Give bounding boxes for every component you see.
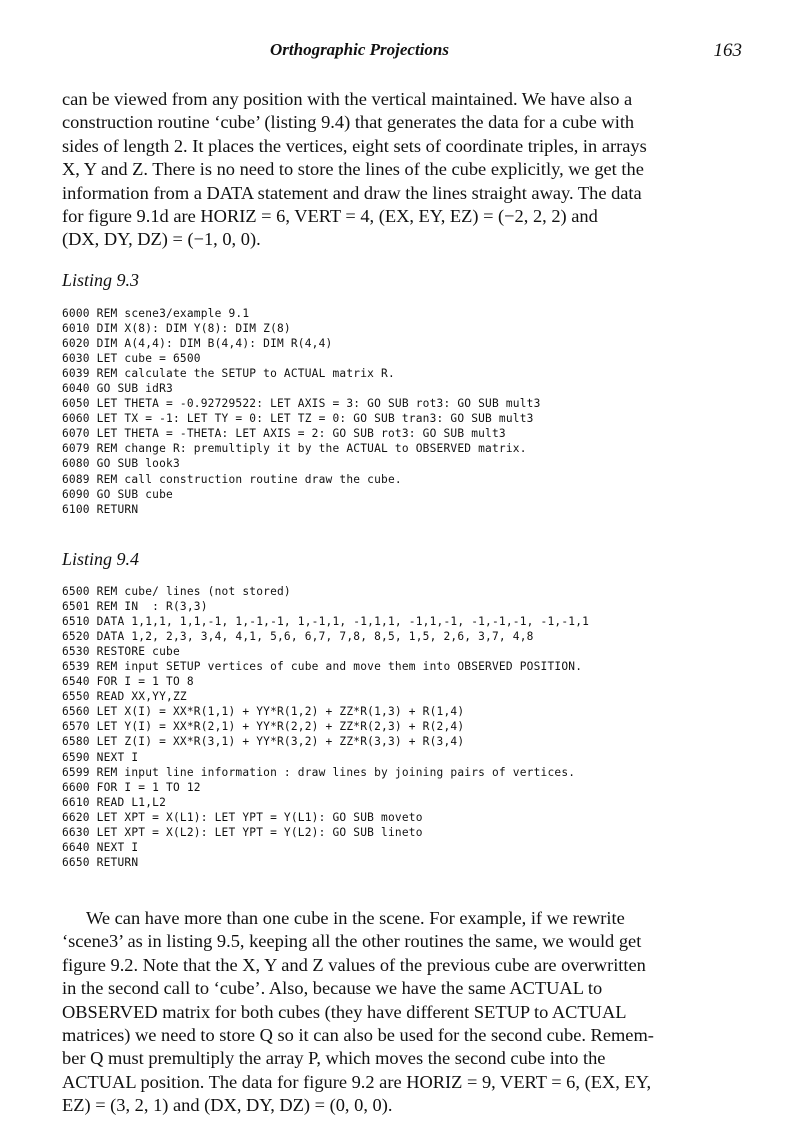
code-line: 6539 REM input SETUP vertices of cube and move them into OBSERVED POSITION. <box>62 660 583 674</box>
code-line: 6040 GO SUB idR3 <box>62 382 173 396</box>
text-line: (DX, DY, DZ) = (−1, 0, 0). <box>62 229 261 250</box>
code-line: 6090 GO SUB cube <box>62 487 173 501</box>
code-line: 6500 REM cube/ lines (not stored) <box>62 585 291 598</box>
intro-paragraph <box>62 88 738 252</box>
code-line: 6570 LET Y(I) = XX*R(2,1) + YY*R(2,2) + ZZ*R(2,3) + R(2,4) <box>62 720 465 734</box>
text-line: figure 9.2. Note that the X, Y and Z values of the previous cube are overwritten <box>62 954 646 975</box>
listing-9-3-code <box>62 306 762 517</box>
code-line: 6010 DIM X(8): DIM Y(8): DIM Z(8) <box>62 322 291 336</box>
code-line: 6550 READ XX,YY,ZZ <box>62 690 187 704</box>
text-line: sides of length 2. It places the vertices, eight sets of coordinate triples, in arrays <box>62 135 647 156</box>
text-line: We can have more than one cube in the scene. For example, if we rewrite <box>86 908 625 928</box>
code-line: 6640 NEXT I <box>62 840 139 854</box>
code-line: 6520 DATA 1,2, 2,3, 3,4, 4,1, 5,6, 6,7, 7,8, 8,5, 1,5, 2,6, 3,7, 4,8 <box>62 630 534 644</box>
code-line: 6079 REM change R: premultiply it by the ACTUAL to OBSERVED matrix. <box>62 442 527 456</box>
code-line: 6580 LET Z(I) = XX*R(3,1) + YY*R(3,2) + ZZ*R(3,3) + R(3,4) <box>62 735 465 749</box>
listing-9-4-code <box>62 584 762 870</box>
text-line: X, Y and Z. There is no need to store the lines of the cube explicitly, we get the <box>62 159 644 180</box>
code-line: 6501 REM IN : R(3,3) <box>62 600 208 614</box>
code-line: 6050 LET THETA = -0.92729522: LET AXIS = 3: GO SUB rot3: GO SUB mult3 <box>62 397 541 411</box>
text-line: ‘scene3’ as in listing 9.5, keeping all the other routines the same, we would get <box>62 931 642 952</box>
code-line: 6650 RETURN <box>62 855 139 869</box>
code-line: 6039 REM calculate the SETUP to ACTUAL matrix R. <box>62 367 395 381</box>
closing-paragraph <box>62 907 738 1118</box>
code-line: 6560 LET X(I) = XX*R(1,1) + YY*R(1,2) + ZZ*R(1,3) + R(1,4) <box>62 705 465 719</box>
page-header <box>62 40 742 64</box>
code-line: 6080 GO SUB look3 <box>62 457 180 471</box>
code-line: 6620 LET XPT = X(L1): LET YPT = Y(L1): GO SUB moveto <box>62 810 423 824</box>
page-number: 163 <box>713 40 742 61</box>
code-line: 6590 NEXT I <box>62 750 139 764</box>
code-line: 6510 DATA 1,1,1, 1,1,-1, 1,-1,-1, 1,-1,1, -1,1,1, -1,1,-1, -1,-1,-1, -1,-1,1 <box>62 615 590 629</box>
text-line: ber Q must premultiply the array P, which moves the second cube into the <box>62 1048 606 1069</box>
code-line: 6000 REM scene3/example 9.1 <box>62 307 250 320</box>
text-line: ACTUAL position. The data for figure 9.2 are HORIZ = 9, VERT = 6, (EX, EY, <box>62 1071 652 1092</box>
code-line: 6089 REM call construction routine draw the cube. <box>62 472 402 486</box>
text-line: information from a DATA statement and draw the lines straight away. The data <box>62 182 642 203</box>
running-title: Orthographic Projections <box>270 40 449 59</box>
code-line: 6070 LET THETA = -THETA: LET AXIS = 2: GO SUB rot3: GO SUB mult3 <box>62 427 506 441</box>
code-line: 6060 LET TX = -1: LET TY = 0: LET TZ = 0: GO SUB tran3: GO SUB mult3 <box>62 412 534 426</box>
listing-9-3-title: Listing 9.3 <box>62 270 140 290</box>
code-line: 6599 REM input line information : draw lines by joining pairs of vertices. <box>62 765 576 779</box>
code-line: 6540 FOR I = 1 TO 8 <box>62 675 194 689</box>
code-line: 6610 READ L1,L2 <box>62 795 167 809</box>
text-line: EZ) = (3, 2, 1) and (DX, DY, DZ) = (0, 0, 0). <box>62 1095 393 1116</box>
text-line: matrices) we need to store Q so it can also be used for the second cube. Remem- <box>62 1025 654 1046</box>
code-line: 6100 RETURN <box>62 502 139 516</box>
code-line: 6030 LET cube = 6500 <box>62 352 201 366</box>
text-line: construction routine ‘cube’ (listing 9.4) that generates the data for a cube with <box>62 112 635 133</box>
code-line: 6020 DIM A(4,4): DIM B(4,4): DIM R(4,4) <box>62 337 333 351</box>
listing-9-4-title: Listing 9.4 <box>62 549 140 569</box>
code-line: 6630 LET XPT = X(L2): LET YPT = Y(L2): GO SUB lineto <box>62 825 423 839</box>
text-line: can be viewed from any position with the vertical maintained. We have also a <box>62 89 633 109</box>
text-line: OBSERVED matrix for both cubes (they have different SETUP to ACTUAL <box>62 1001 627 1022</box>
text-line: in the second call to ‘cube’. Also, because we have the same ACTUAL to <box>62 978 603 999</box>
text-line: for figure 9.1d are HORIZ = 6, VERT = 4, (EX, EY, EZ) = (−2, 2, 2) and <box>62 206 598 227</box>
code-line: 6530 RESTORE cube <box>62 645 180 659</box>
code-line: 6600 FOR I = 1 TO 12 <box>62 780 201 794</box>
